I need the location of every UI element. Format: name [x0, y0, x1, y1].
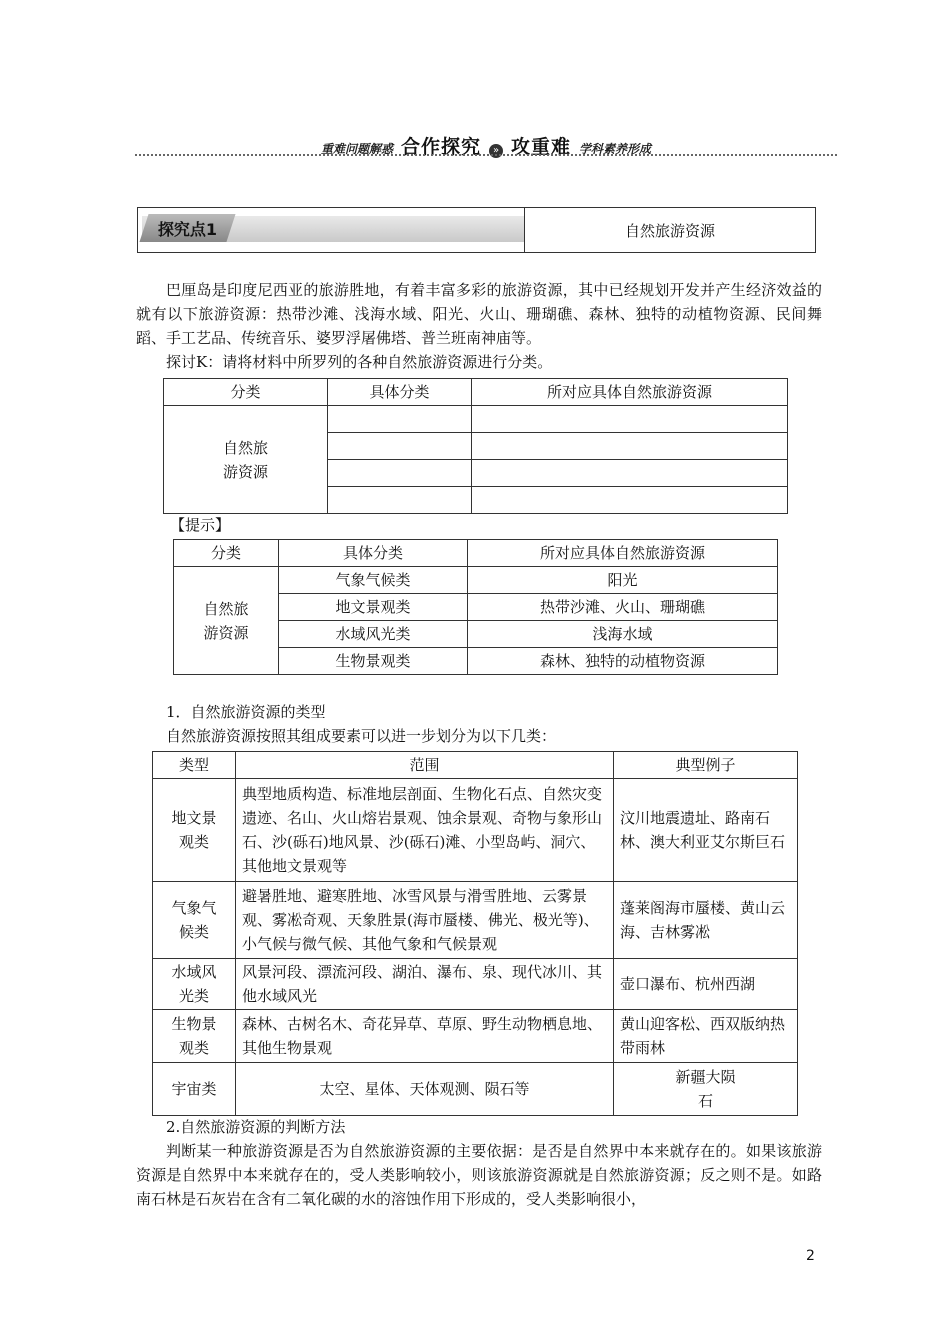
- types-row-example: 黄山迎客松、西双版纳热带雨林: [614, 1010, 798, 1063]
- section-tag: [139, 214, 235, 242]
- page-number: 2: [806, 1248, 815, 1264]
- types-row-example-line1: 新疆大陨: [675, 1068, 736, 1086]
- hint-row-items: 森林、独特的动植物资源: [468, 648, 778, 675]
- header-divider: [135, 154, 837, 156]
- types-table-header: 范围: [236, 752, 614, 779]
- hint-table-header: 具体分类: [279, 540, 468, 567]
- double-chevron-icon: »: [489, 144, 503, 158]
- types-row-example: 汶川地震遗址、路南石林、澳大利亚艾尔斯巨石: [614, 779, 798, 882]
- hint-row-type: 水域风光类: [279, 621, 468, 648]
- types-row-type: [153, 1010, 236, 1063]
- types-block: [136, 700, 822, 748]
- types-row-type-line1: 水域风: [171, 963, 217, 981]
- blank-table-header: 所对应具体自然旅游资源: [472, 379, 788, 406]
- types-row-range: 典型地质构造、标准地层剖面、生物化石点、自然灾变遗迹、名山、火山熔岩景观、蚀余景观、奇物与象形山石、沙(砾石)地风景、沙(砾石)滩、小型岛屿、洞穴、其他地文景观等: [236, 779, 614, 882]
- hint-table-header: 所对应具体自然旅游资源: [468, 540, 778, 567]
- types-row-type: 宇宙类: [153, 1063, 236, 1116]
- blank-cell: [328, 460, 472, 487]
- blank-cell: [328, 487, 472, 514]
- hint-table-category: [174, 567, 279, 675]
- section-title: 自然旅游资源: [624, 221, 715, 240]
- page-header: [135, 132, 837, 158]
- types-row-range: 风景河段、漂流河段、湖泊、瀑布、泉、现代冰川、其他水域风光: [236, 959, 614, 1010]
- hint-category-line1: 自然旅: [203, 599, 249, 618]
- blank-category-line2: 游资源: [222, 462, 268, 481]
- hint-row-type: 生物景观类: [279, 648, 468, 675]
- blank-cell: [472, 406, 788, 433]
- hint-row-items: 阳光: [468, 567, 778, 594]
- types-row-example: 蓬莱阁海市蜃楼、黄山云海、吉林雾凇: [614, 882, 798, 959]
- types-row-example-line2: 石: [697, 1092, 713, 1110]
- types-table-header: 类型: [153, 752, 236, 779]
- types-table-header: 典型例子: [614, 752, 798, 779]
- types-row-example: 壶口瀑布、杭州西湖: [614, 959, 798, 1010]
- blank-category-line1: 自然旅: [222, 438, 268, 457]
- blank-cell: [328, 406, 472, 433]
- blank-table-header: 具体分类: [328, 379, 472, 406]
- judge-paragraph: 判断某一种旅游资源是否为自然旅游资源的主要依据：是否是自然界中本来就存在的。如果该旅游资源是自然界中本来就存在的，受人类影响较小，则该旅游资源就是自然旅游资源；反之则不是。如路南石林是石灰岩在含有二氧化碳的水的溶蚀作用下形成的，受人类影响很小，: [136, 1142, 822, 1208]
- types-row-type: [153, 959, 236, 1010]
- types-intro: 自然旅游资源按照其组成要素可以进一步划分为以下几类：: [166, 727, 557, 745]
- header-left-text: 重难问题解惑: [320, 142, 393, 156]
- types-row-type: [153, 779, 236, 882]
- types-row-range: 森林、古树名木、奇花异草、草原、野生动物栖息地、其他生物景观: [236, 1010, 614, 1063]
- judge-block: [136, 1115, 822, 1211]
- hint-row-items: 热带沙滩、火山、珊瑚礁: [468, 594, 778, 621]
- blank-table: [163, 378, 788, 514]
- types-row-type-line2: 观类: [178, 1039, 209, 1057]
- header-title-b: 攻重难: [511, 136, 572, 158]
- header-title-a: 合作探究: [400, 136, 481, 158]
- hint-table: [173, 539, 778, 675]
- blank-table-header: 分类: [164, 379, 328, 406]
- types-row-type: [153, 882, 236, 959]
- hint-row-items: 浅海水域: [468, 621, 778, 648]
- intro-block: [136, 278, 822, 374]
- types-table: [152, 751, 798, 1116]
- blank-table-category: [164, 406, 328, 514]
- types-row-type-line1: 地文景: [171, 809, 217, 827]
- hint-row-type: 气象气候类: [279, 567, 468, 594]
- types-row-type-line2: 候类: [178, 923, 209, 941]
- section-box: [137, 207, 816, 253]
- intro-paragraph: 巴厘岛是印度尼西亚的旅游胜地，有着丰富多彩的旅游资源，其中已经规划开发并产生经济效益的就有以下旅游资源：热带沙滩、浅海水域、阳光、火山、珊瑚礁、森林、独特的动植物资源、民间舞蹈、手工艺品、传统音乐、婆罗浮屠佛塔、普兰班南神庙等。: [136, 281, 822, 347]
- types-row-type-line1: 生物景: [171, 1015, 217, 1033]
- header-right-text: 学科素养形成: [579, 142, 652, 156]
- hint-table-header: 分类: [174, 540, 279, 567]
- section-tag-label: 探究点1: [158, 219, 218, 239]
- types-row-example: [614, 1063, 798, 1116]
- types-row-range: 太空、星体、天体观测、陨石等: [236, 1063, 614, 1116]
- types-row-range: 避暑胜地、避寒胜地、冰雪风景与滑雪胜地、云雾景观、雾凇奇观、天象胜景(海市蜃楼、佛光、极光等)、小气候与微气候、其他气象和气候景观: [236, 882, 614, 959]
- blank-cell: [472, 487, 788, 514]
- judge-heading: 2.自然旅游资源的判断方法: [166, 1118, 346, 1136]
- blank-cell: [472, 460, 788, 487]
- types-heading: 1．自然旅游资源的类型: [166, 703, 326, 721]
- types-row-type-line2: 光类: [178, 987, 209, 1005]
- blank-cell: [328, 433, 472, 460]
- hint-label: 【提示】: [170, 516, 231, 534]
- intro-question: 探讨K：请将材料中所罗列的各种自然旅游资源进行分类。: [166, 353, 553, 371]
- section-tag-area: [138, 208, 525, 252]
- hint-row-type: 地文景观类: [279, 594, 468, 621]
- types-row-type-line2: 观类: [178, 833, 209, 851]
- hint-category-line2: 游资源: [203, 623, 249, 642]
- blank-cell: [472, 433, 788, 460]
- types-row-type-line1: 气象气: [171, 899, 217, 917]
